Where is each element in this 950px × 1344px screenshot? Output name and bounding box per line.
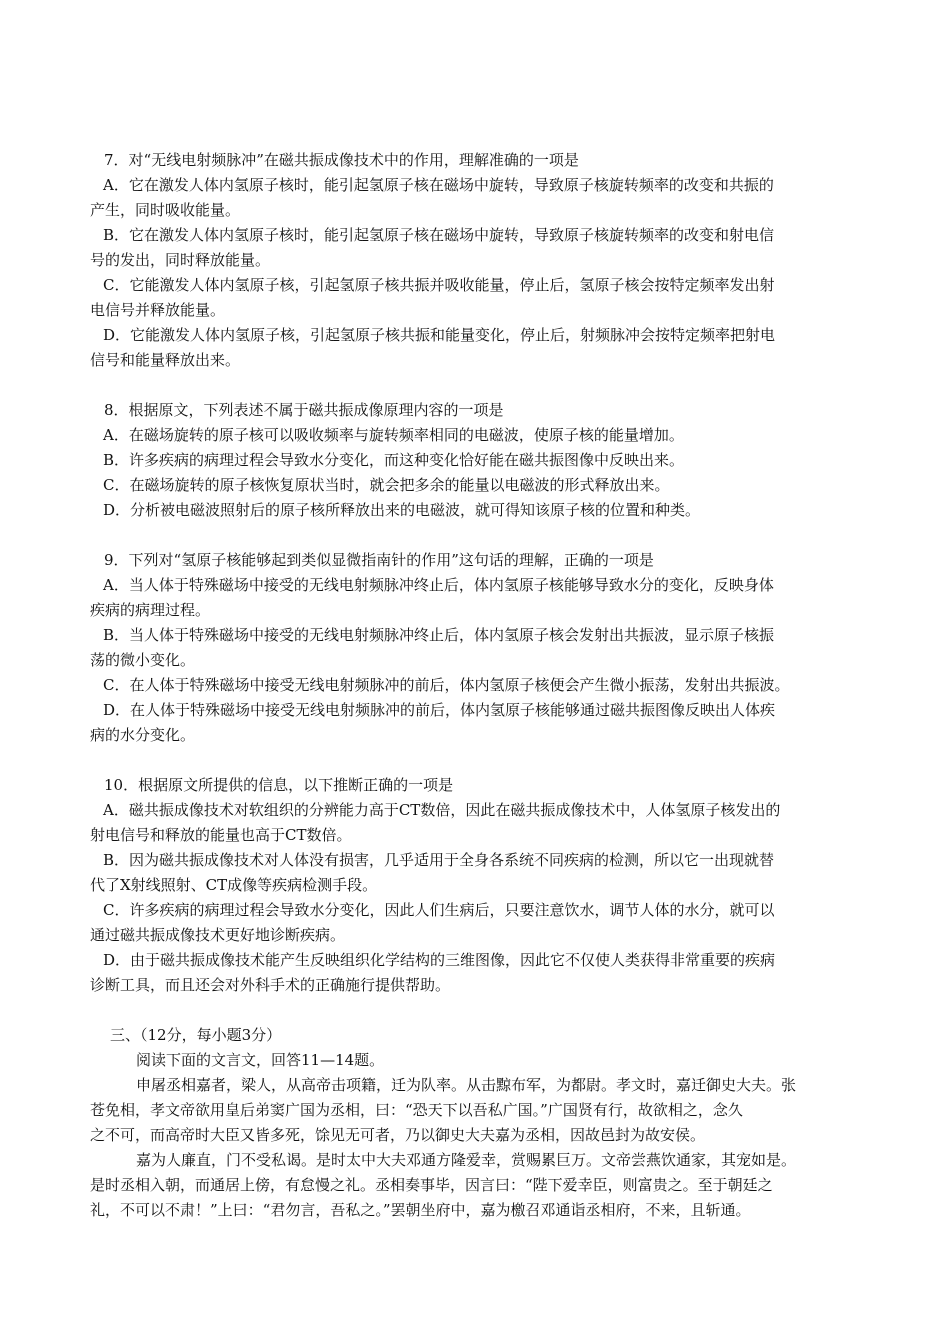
- question-10-option-c-line2: 通过磁共振成像技术更好地诊断疾病。: [90, 926, 346, 944]
- question-7-stem: 7．对“无线电射频脉冲”在磁共振成像技术中的作用，理解准确的一项是: [104, 151, 579, 169]
- question-10-option-d-line1: D．由于磁共振成像技术能产生反映组织化学结构的三维图像，因此它不仅使人类获得非常重要的疾病: [103, 951, 776, 969]
- passage-line-3: 之不可，而高帝时大臣又皆多死，馀见无可者，乃以御史大夫嘉为丞相，因故邑封为故安侯。: [90, 1126, 706, 1144]
- question-7-option-b-line2: 号的发出，同时释放能量。: [90, 251, 271, 269]
- question-7-option-d-line1: D．它能激发人体内氢原子核，引起氢原子核共振和能量变化，停止后，射频脉冲会按特定频率把射电: [103, 326, 776, 344]
- question-7-option-a-line2: 产生，同时吸收能量。: [90, 201, 241, 219]
- passage-line-2: 苍免相，孝文帝欲用皇后弟窦广国为丞相，曰：“恐天下以吾私广国。”广国贤有行，故欲相之，念久: [90, 1101, 743, 1119]
- question-7-option-a-line1: A．它在激发人体内氢原子核时，能引起氢原子核在磁场中旋转，导致原子核旋转频率的改变和共振的: [103, 176, 774, 194]
- passage-line-4: 嘉为人廉直，门不受私谒。是时太中大夫邓通方隆爱幸，赏赐累巨万。文帝尝燕饮通家，其宠如是。: [136, 1151, 797, 1169]
- question-9-option-b-line2: 荡的微小变化。: [90, 651, 196, 669]
- question-9-option-a-line2: 疾病的病理过程。: [90, 601, 211, 619]
- question-9-option-d-line2: 病的水分变化。: [90, 726, 196, 744]
- question-8-option-c: C．在磁场旋转的原子核恢复原状当时，就会把多余的能量以电磁波的形式释放出来。: [103, 476, 670, 494]
- section-instruction: 阅读下面的文言文，回答11—14题。: [136, 1051, 385, 1069]
- question-7-option-b-line1: B．它在激发人体内氢原子核时，能引起氢原子核在磁场中旋转，导致原子核旋转频率的改变和射电信: [103, 226, 775, 244]
- question-7-option-c-line2: 电信号并释放能量。: [90, 301, 226, 319]
- question-9-option-a-line1: A．当人体于特殊磁场中接受的无线电射频脉冲终止后，体内氢原子核能够导致水分的变化，反映身体: [103, 576, 774, 594]
- question-9-option-c: C．在人体于特殊磁场中接受无线电射频脉冲的前后，体内氢原子核便会产生微小振荡，发射出共振波。: [103, 676, 790, 694]
- passage-line-5: 是时丞相入朝，而通居上傍，有怠慢之礼。丞相奏事毕，因言曰：“陛下爱幸臣，则富贵之。至于朝廷之: [90, 1176, 773, 1194]
- question-10-option-b-line2: 代了X射线照射、CT成像等疾病检测手段。: [90, 876, 378, 894]
- question-9-option-d-line1: D．在人体于特殊磁场中接受无线电射频脉冲的前后，体内氢原子核能够通过磁共振图像反映出人体疾: [103, 701, 776, 719]
- question-8-option-a: A．在磁场旋转的原子核可以吸收频率与旋转频率相同的电磁波，使原子核的能量增加。: [103, 426, 684, 444]
- passage-line-1: 申屠丞相嘉者，梁人，从高帝击项籍，迁为队率。从击黥布军，为都尉。孝文时，嘉迁御史大夫。张: [136, 1076, 797, 1094]
- question-8-stem: 8．根据原文，下列表述不属于磁共振成像原理内容的一项是: [104, 401, 504, 419]
- passage-line-6: 礼，不可以不肃！”上曰：“君勿言，吾私之。”罢朝坐府中，嘉为檄召邓通诣丞相府，不来，且斩通。: [90, 1201, 751, 1219]
- question-10-option-d-line2: 诊断工具，而且还会对外科手术的正确施行提供帮助。: [90, 976, 451, 994]
- question-10-stem: 10．根据原文所提供的信息，以下推断正确的一项是: [104, 776, 454, 794]
- question-9-stem: 9．下列对“氢原子核能够起到类似显微指南针的作用”这句话的理解，正确的一项是: [104, 551, 654, 569]
- question-8-option-d: D．分析被电磁波照射后的原子核所释放出来的电磁波，就可得知该原子核的位置和种类。: [103, 501, 701, 519]
- question-7-option-d-line2: 信号和能量释放出来。: [90, 351, 241, 369]
- question-10-option-c-line1: C．许多疾病的病理过程会导致水分变化，因此人们生病后，只要注意饮水，调节人体的水分，就可以: [103, 901, 775, 919]
- question-10-option-a-line2: 射电信号和释放的能量也高于CT数倍。: [90, 826, 352, 844]
- section-header: 三、（12分，每小题3分）: [110, 1026, 282, 1044]
- question-10-option-a-line1: A．磁共振成像技术对软组织的分辨能力高于CT数倍，因此在磁共振成像技术中，人体氢原子核发出的: [103, 801, 781, 819]
- question-9-option-b-line1: B．当人体于特殊磁场中接受的无线电射频脉冲终止后，体内氢原子核会发射出共振波，显示原子核振: [103, 626, 775, 644]
- question-10-option-b-line1: B．因为磁共振成像技术对人体没有损害，几乎适用于全身各系统不同疾病的检测，所以它一出现就替: [103, 851, 775, 869]
- question-8-option-b: B．许多疾病的病理过程会导致水分变化，而这种变化恰好能在磁共振图像中反映出来。: [103, 451, 685, 469]
- question-7-option-c-line1: C．它能激发人体内氢原子核，引起氢原子核共振并吸收能量，停止后，氢原子核会按特定频率发出射: [103, 276, 775, 294]
